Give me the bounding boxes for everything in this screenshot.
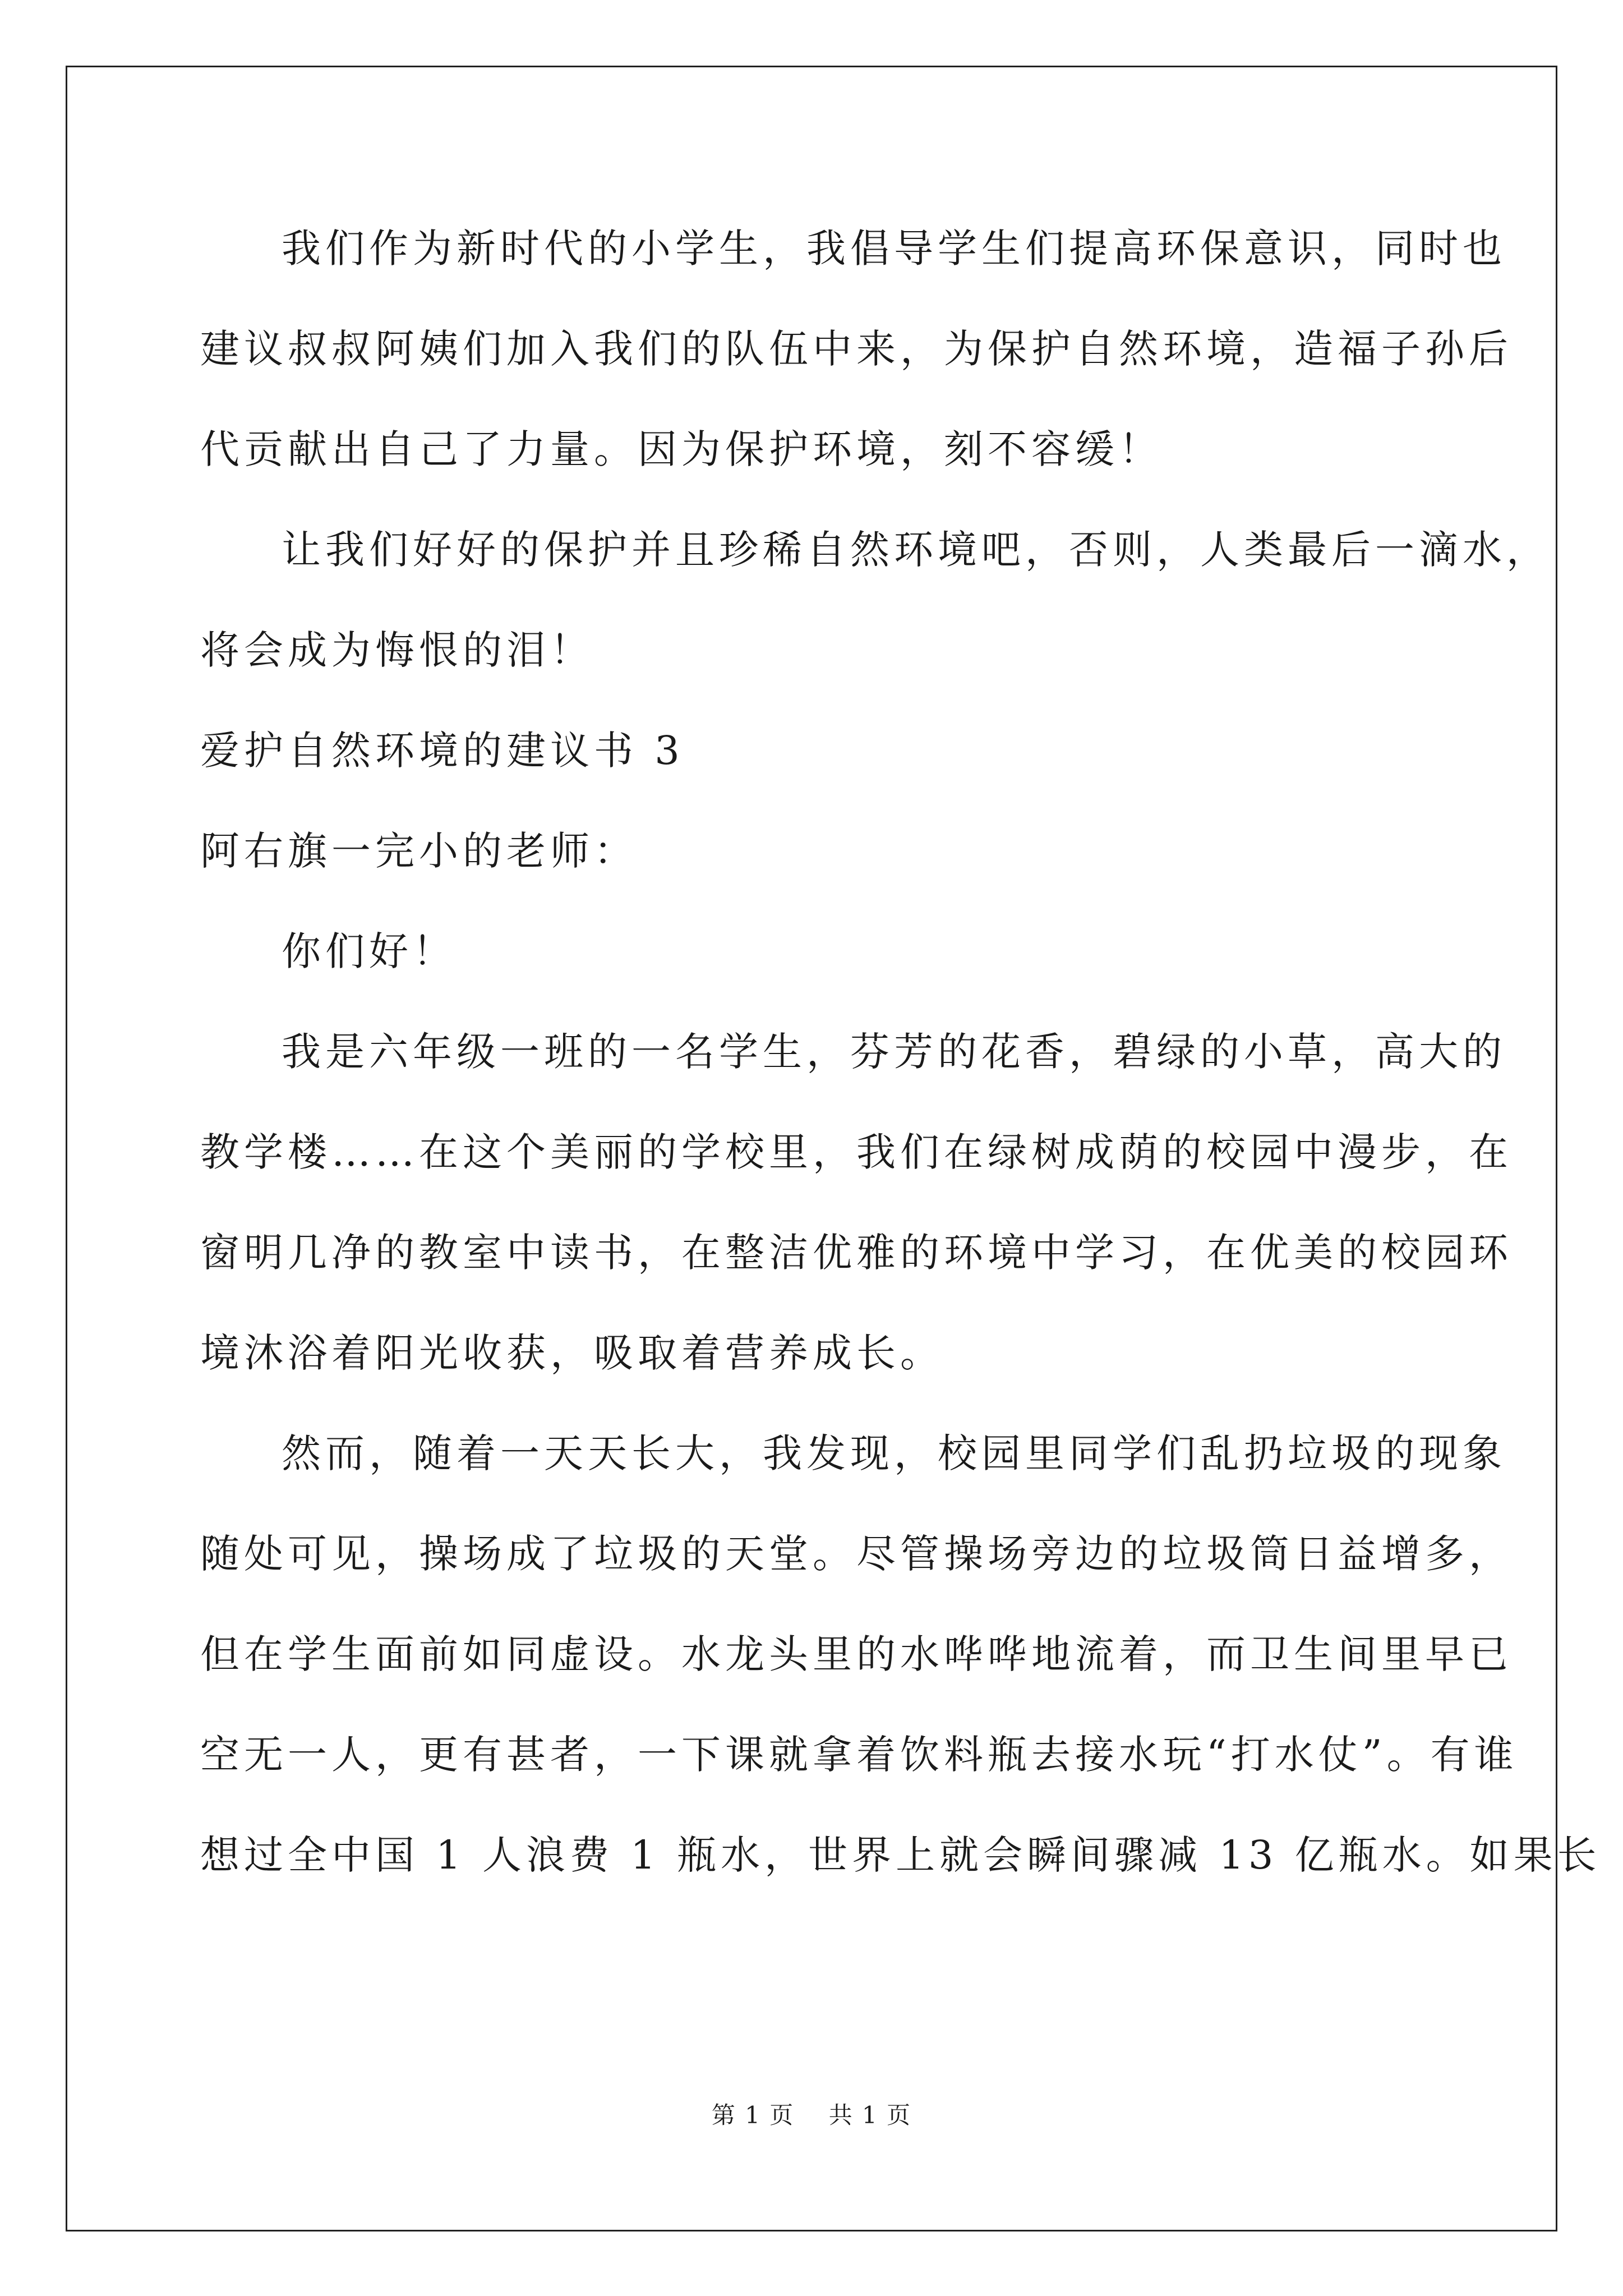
paragraph-line: 我们作为新时代的小学生，我倡导学生们提高环保意识，同时也 <box>282 226 1506 272</box>
paragraph-line: 窗明几净的教室中读书，在整洁优雅的环境中学习，在优美的校园环 <box>200 1230 1513 1276</box>
paragraph-line: 随处可见，操场成了垃圾的天堂。尽管操场旁边的垃圾筒日益增多， <box>200 1531 1513 1577</box>
paragraph-line: 然而，随着一天天长大，我发现，校园里同学们乱扔垃圾的现象 <box>282 1430 1506 1476</box>
salutation: 阿右旗一完小的老师： <box>200 828 638 874</box>
paragraph-line: 建议叔叔阿姨们加入我们的队伍中来，为保护自然环境，造福子孙后 <box>200 326 1513 372</box>
paragraph-line: 但在学生面前如同虚设。水龙头里的水哗哗地流着，而卫生间里早已 <box>200 1631 1513 1677</box>
greeting: 你们好！ <box>282 928 457 974</box>
section-heading: 爱护自然环境的建议书 3 <box>200 728 684 774</box>
paragraph-line: 空无一人，更有甚者，一下课就拿着饮料瓶去接水玩“打水仗”。有谁 <box>200 1732 1518 1778</box>
paragraph-line: 想过全中国 1 人浪费 1 瓶水，世界上就会瞬间骤减 13 亿瓶水。如果长 <box>200 1832 1601 1878</box>
paragraph-line: 我是六年级一班的一名学生，芬芳的花香，碧绿的小草，高大的 <box>282 1029 1506 1075</box>
paragraph-line: 将会成为悔恨的泪！ <box>200 627 594 673</box>
paragraph-line: 教学楼……在这个美丽的学校里，我们在绿树成荫的校园中漫步，在 <box>200 1129 1513 1175</box>
paragraph-line: 让我们好好的保护并且珍稀自然环境吧，否则，人类最后一滴水， <box>282 527 1550 573</box>
paragraph-line: 代贡献出自己了力量。因为保护环境，刻不容缓！ <box>200 426 1163 472</box>
page-footer: 第 1 页 共 1 页 <box>711 2101 912 2129</box>
paragraph-line: 境沐浴着阳光收获，吸取着营养成长。 <box>200 1330 944 1376</box>
